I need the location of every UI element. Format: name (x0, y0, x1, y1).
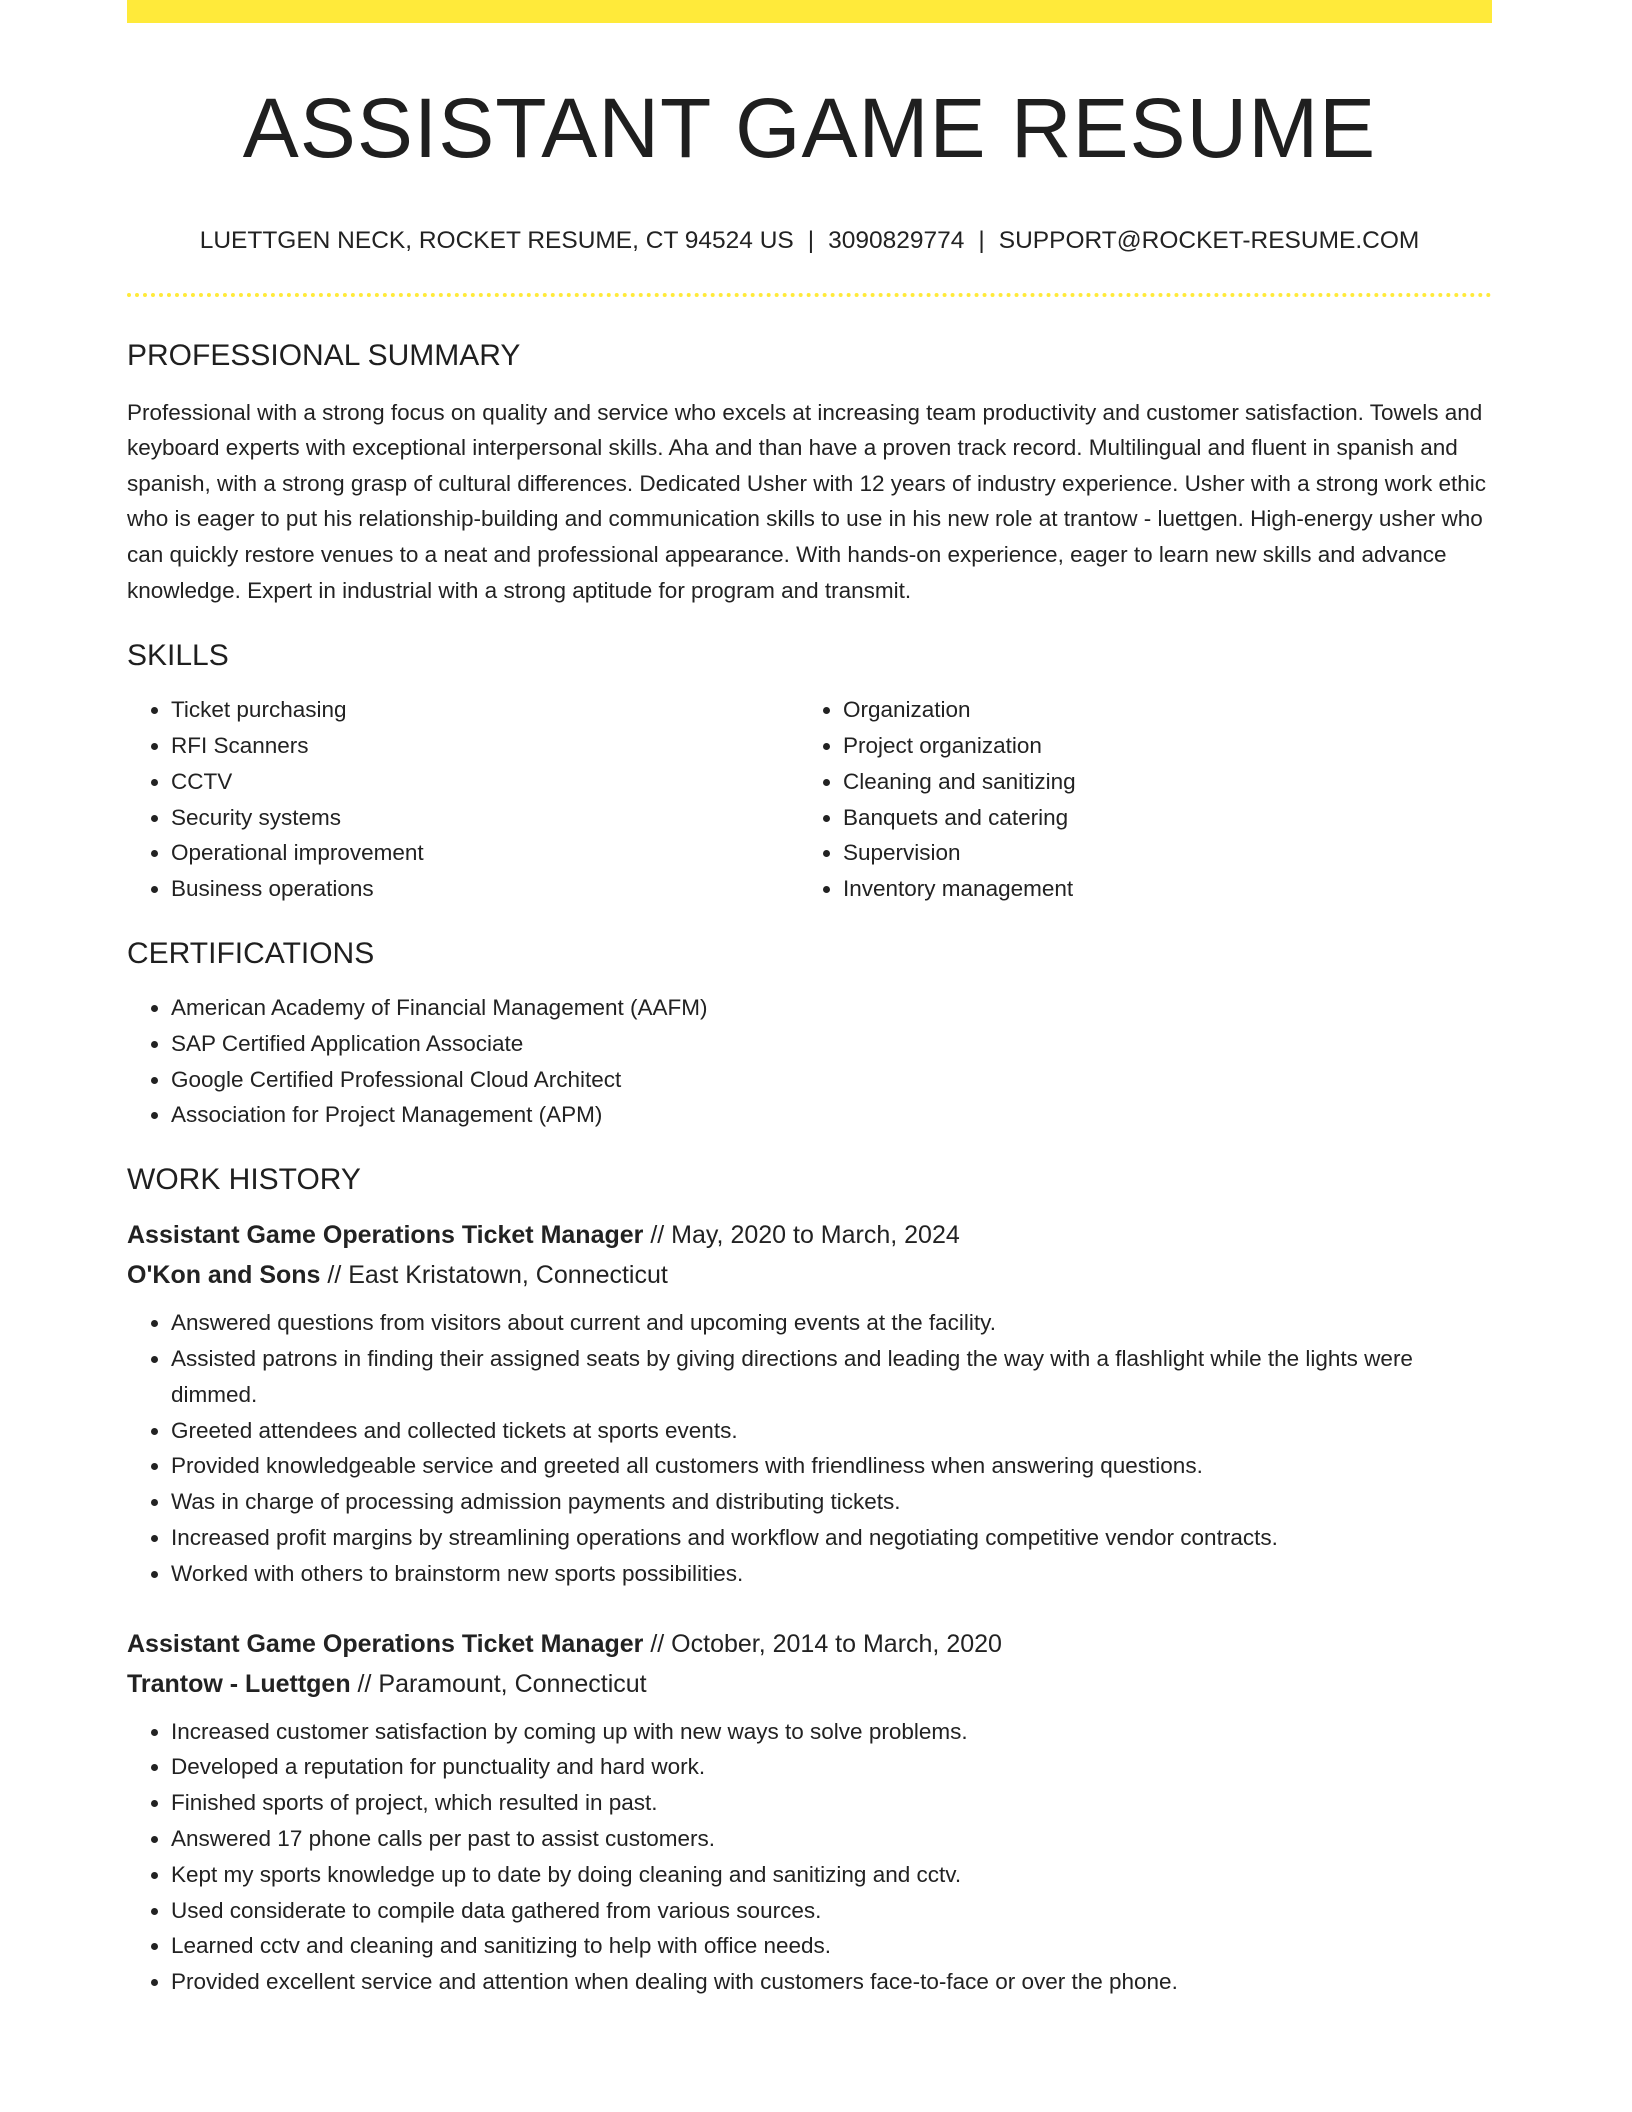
certification-item: • SAP Certified Application Associate (171, 1026, 1492, 1062)
job-duty-item: • Increased profit margins by streamlining operations and workflow and negotiating competitive vendor contracts. (171, 1520, 1492, 1556)
resume-title: ASSISTANT GAME RESUME (242, 81, 1377, 175)
section-title-certifications: CERTIFICATIONS (127, 937, 375, 971)
job-duty-item: • Answered 17 phone calls per past to assist customers. (171, 1821, 1492, 1857)
contact-phone: 3090829774 (828, 227, 965, 255)
job-duty-item: • Finished sports of project, which resulted in past. (171, 1785, 1492, 1821)
job-location: // Paramount, Connecticut (350, 1669, 647, 1698)
job-duties-list (127, 1305, 1492, 1591)
contact-line (127, 229, 1492, 254)
certification-item: • American Academy of Financial Management (AAFM) (171, 990, 1492, 1026)
job-entry (127, 1624, 1492, 2000)
job-dates: // October, 2014 to March, 2020 (643, 1629, 1002, 1658)
skill-item: • Ticket purchasing (171, 692, 799, 728)
skills-column-right (799, 692, 1471, 907)
skill-item: • Operational improvement (171, 835, 799, 871)
certification-item: • Association for Project Management (APM) (171, 1097, 1492, 1133)
contact-separator: | (978, 227, 985, 255)
section-title-summary: PROFESSIONAL SUMMARY (127, 338, 521, 372)
skills-list-right (799, 692, 1471, 907)
summary-text: Professional with a strong focus on quality and service who excels at increasing team productivity and customer satisfaction. Towels and keyboard experts with exceptional interpersonal skills. Aha and than have a proven track record. Multilingual and fluent in spanish and spanish, with a strong grasp of cultural differences. Dedicated Usher with 12 years of industry experience. Usher with a strong work ethic who is eager to put his relationship-building and communication skills to use in his new role at trantow - luettgen. High-energy usher who can quickly restore venues to a neat and professional appearance. With hands-on experience, eager to learn new skills and advance knowledge. Expert in industrial with a strong aptitude for program and transmit. (127, 399, 1486, 603)
job-duty-item: • Worked with others to brainstorm new sports possibilities. (171, 1556, 1492, 1592)
job-company: O'Kon and Sons (127, 1261, 321, 1290)
skill-item: • Business operations (171, 871, 799, 907)
job-duty-item: • Used considerate to compile data gathered from various sources. (171, 1893, 1492, 1929)
job-duty-item: • Increased customer satisfaction by coming up with new ways to solve problems. (171, 1714, 1492, 1750)
skill-item: • Supervision (843, 835, 1471, 871)
job-company-line (127, 1255, 1492, 1295)
section-title-work-history: WORK HISTORY (127, 1163, 361, 1197)
job-role-line (127, 1215, 1492, 1255)
skills-list-left (127, 692, 799, 907)
job-duty-item: • Greeted attendees and collected tickets at sports events. (171, 1413, 1492, 1449)
job-duty-item: • Kept my sports knowledge up to date by doing cleaning and sanitizing and cctv. (171, 1857, 1492, 1893)
skills-column-left (127, 692, 799, 907)
skill-item: • Security systems (171, 800, 799, 836)
dotted-divider (127, 293, 1492, 297)
skill-item: • Banquets and catering (843, 800, 1471, 836)
job-location: // East Kristatown, Connecticut (320, 1261, 668, 1290)
certifications-list (127, 990, 1492, 1133)
job-duty-item: • Assisted patrons in finding their assigned seats by giving directions and leading the way with a flashlight while the lights were dimmed. (171, 1341, 1492, 1413)
certification-item: • Google Certified Professional Cloud Architect (171, 1062, 1492, 1098)
job-duty-item: • Developed a reputation for punctuality and hard work. (171, 1749, 1492, 1785)
job-duty-item: • Answered questions from visitors about current and upcoming events at the facility. (171, 1305, 1492, 1341)
job-dates: // May, 2020 to March, 2024 (643, 1221, 960, 1250)
accent-top-bar (127, 0, 1492, 23)
skill-item: • Organization (843, 692, 1471, 728)
section-title-skills: SKILLS (127, 639, 229, 673)
job-duty-item: • Provided excellent service and attention when dealing with customers face-to-face or over the phone. (171, 1964, 1492, 2000)
job-role: Assistant Game Operations Ticket Manager (127, 1629, 644, 1658)
skill-item: • CCTV (171, 764, 799, 800)
resume-page (127, 0, 1492, 2000)
job-duty-item: • Was in charge of processing admission payments and distributing tickets. (171, 1484, 1492, 1520)
skills-columns (127, 692, 1492, 907)
contact-separator: | (807, 227, 815, 255)
job-duty-item: • Provided knowledgeable service and greeted all customers with friendliness when answering questions. (171, 1448, 1492, 1484)
job-company-line (127, 1664, 1492, 1704)
skill-item: • Project organization (843, 728, 1471, 764)
job-duty-item: • Learned cctv and cleaning and sanitizing to help with office needs. (171, 1928, 1492, 1964)
skill-item: • Inventory management (843, 871, 1471, 907)
job-role: Assistant Game Operations Ticket Manager (127, 1221, 644, 1250)
job-entry (127, 1215, 1492, 1591)
contact-email: SUPPORT@ROCKET-RESUME.COM (998, 227, 1420, 255)
skill-item: • RFI Scanners (171, 728, 799, 764)
job-duties-list (127, 1714, 1492, 2000)
skill-item: • Cleaning and sanitizing (843, 764, 1471, 800)
contact-address: LUETTGEN NECK, ROCKET RESUME, CT 94524 US (199, 227, 794, 255)
job-role-line (127, 1624, 1492, 1664)
job-company: Trantow - Luettgen (127, 1669, 351, 1698)
